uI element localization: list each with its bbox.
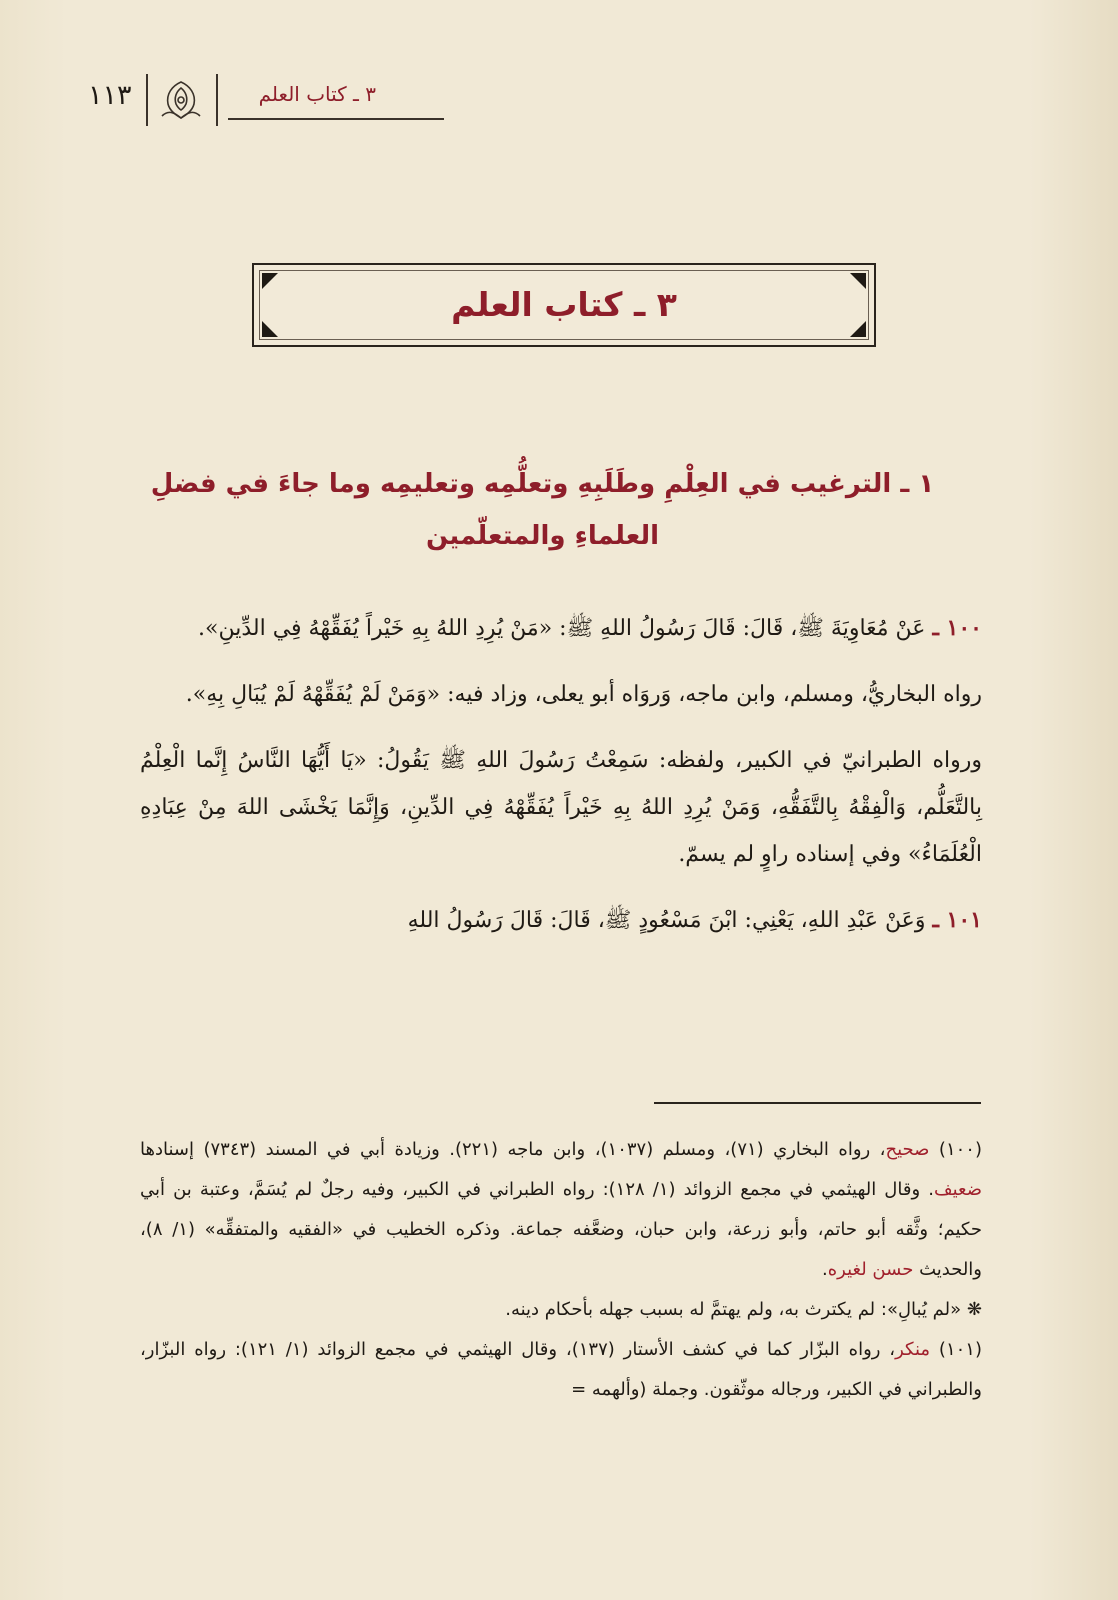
hadith-101 — [140, 897, 982, 944]
narration-paragraph: رواه البخاريُّ، ومسلم، وابن ماجه، وَروَاه أبو يعلى، وزاد فيه: «وَمَنْ لَمْ يُفَقِّهْهُ لَمْ يُبَالِ بِهِ». — [185, 682, 982, 707]
gloss-text: «لم يُبالِ»: لم يكترث به، ولم يهتمَّ له بسبب جهله بأحكام دينه. — [505, 1299, 962, 1320]
grade-label: حسن لغيره — [827, 1259, 914, 1280]
hadith-100 — [140, 605, 982, 652]
footnote-text: ، رواه البزّار كما في كشف الأستار (١٣٧)، وقال الهيثمي في مجمع الزوائد (١/ ١٢١): رواه البزّار، والطبراني في الكبير، ورجاله موثّقون. وجملة (وألهمه = — [140, 1339, 982, 1400]
page-number: ١١٣ — [88, 80, 132, 111]
section-heading-line-1: ١ ـ الترغيب في العِلْمِ وطَلَبِهِ وتعلُّمِه وتعليمِه وما جاءَ في فضلِ — [150, 469, 935, 499]
floral-ornament-icon — [154, 76, 208, 124]
running-title: ٣ ـ كتاب العلم — [258, 82, 376, 106]
chapter-title: ٣ ـ كتاب العلم — [451, 285, 677, 324]
section-heading — [120, 458, 965, 562]
footnote-100: (١٠٠) صحيح، رواه البخاري (٧١)، ومسلم (١٠٣٧)، وابن ماجه (٢٢١). وزيادة أبي في المسند (٧٣٤٣) إسنادها ضعيف. وقال الهيثمي في مجمع الزوائد (١/ ١٢٨): رواه الطبراني في الكبير، وفيه رجلٌ لم يُسَمَّ، وعتبة بن أبي حكيم؛ وثَّقه أبو حاتم، وأبو زرعة، وابن حبان، وضعَّفه جماعة. وذكره الخطيب في «الفقيه والمتفقِّه» (١/ ٨)، والحديث حسن لغيره. — [140, 1139, 982, 1280]
hadith-number: ١٠٠ ـ — [932, 615, 982, 641]
chapter-title-box — [252, 263, 876, 347]
hadith-text: وَعَنْ عَبْدِ اللهِ، يَعْنِي: ابْنَ مَسْعُودٍ ﷺ، قَالَ: قَالَ رَسُولُ اللهِ — [407, 908, 926, 933]
header-divider — [146, 74, 148, 126]
footnote-separator — [654, 1102, 981, 1104]
grade-label: ضعيف — [933, 1179, 982, 1200]
section-heading-line-2: العلماءِ والمتعلّمين — [425, 521, 660, 551]
asterism-icon: ❋ — [966, 1299, 982, 1320]
grade-label: صحيح — [885, 1139, 930, 1160]
footnote-number: (١٠٠) — [938, 1139, 982, 1160]
hadith-text: عَنْ مُعَاوِيَةَ ﷺ، قَالَ: قَالَ رَسُولُ اللهِ ﷺ: «مَنْ يُرِدِ اللهُ بِهِ خَيْراً يُفَقِّهْهُ فِي الدِّينِ». — [198, 616, 926, 641]
narration-paragraph: ورواه الطبرانيّ في الكبير، ولفظه: سَمِعْتُ رَسُولَ اللهِ ﷺ يَقُولُ: «يَا أَيُّهَا النَّاسُ إِنَّما الْعِلْمُ بِالتَّعَلُّم، وَالْفِقْهُ بِالتَّفَقُّهِ، وَمَنْ يُرِدِ اللهُ بِهِ خَيْراً يُفَقِّهْهُ فِي الدِّينِ، وَإِنَّمَا يَخْشَى اللهَ مِنْ عِبَادِهِ الْعُلَمَاءُ» وفي إسناده راوٍ لم يسمّ. — [140, 748, 982, 867]
footnotes — [140, 1130, 982, 1410]
running-header — [88, 74, 378, 130]
footnote-gloss — [140, 1290, 982, 1330]
main-text — [140, 605, 982, 963]
hadith-number: ١٠١ ـ — [932, 907, 982, 933]
footnote-101 — [140, 1330, 982, 1410]
header-divider — [216, 74, 218, 126]
footnote-number: (١٠١) — [938, 1339, 982, 1360]
footnote-text: ، رواه البخاري (٧١)، ومسلم (١٠٣٧)، وابن ماجه (٢٢١). وزيادة أبي في المسند (٧٣٤٣) إسنادها — [140, 1139, 886, 1160]
grade-label: منكر — [895, 1339, 931, 1360]
footnote-text: . وقال الهيثمي في مجمع الزوائد (١/ ١٢٨): رواه الطبراني في الكبير، وفيه رجلٌ لم يُسَمَّ، وعتبة بن أبي حكيم؛ وثَّقه أبو حاتم، وأبو زرعة، وابن حبان، وضعَّفه جماعة. وذكره الخطيب في «الفقيه والمتفقِّه» (١/ ٨)، والحديث — [140, 1179, 982, 1280]
header-underline — [228, 118, 444, 120]
